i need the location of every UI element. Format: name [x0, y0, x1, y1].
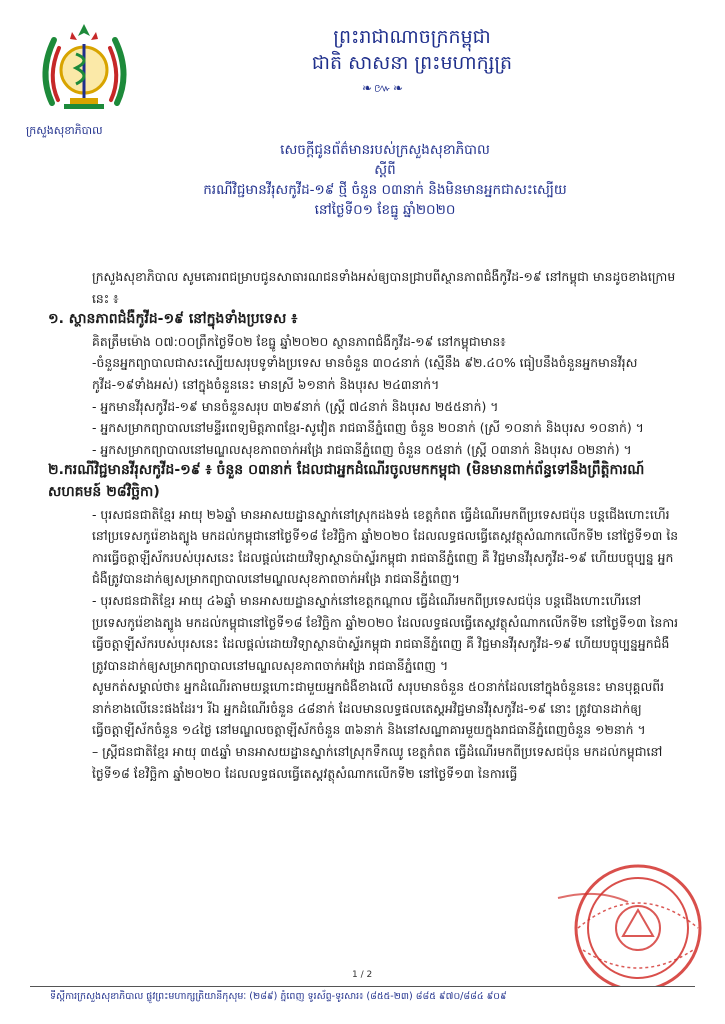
title-line-3: ករណីវិជ្ជមានវីរុសកូវីដ-១៩ ថ្មី ចំនួន ០៣នាក់ និងមិនមានអ្នកជាសះស្បើយ: [203, 182, 567, 198]
title-line-4: នៅថ្ងៃទី០១ ខែធ្នូ ឆ្នាំ២០២០: [314, 202, 456, 218]
ornament-divider: ❧៚❧: [362, 81, 406, 95]
note-paragraph: សូមកត់សម្គាល់ថា៖ អ្នកដំណើរតាមយន្តហោះជាមួយអ្នកជំងឺខាងលើ សរុបមានចំនួន ៥០នាក់ដែលនៅក្នុងចំនួននេះ មានបុគ្គលពីរនាក់ខាងលើនេះផងដែរ។ រីឯ អ្នកដំណើរចំនួន ៤៨នាក់ ដែលមានលទ្ធផលតេស្តអវិជ្ជមានវីរុសកូវីដ-១៩ នោះ ត្រូវបានដាក់ឲ្យធ្វើចត្តាឡីស័កចំនួន ១៤ថ្ងៃ នៅមណ្ឌលចត្តាឡីស័កចំនួន ៣៦នាក់ និងនៅសណ្ឋាគារមួយក្នុងរាជធានីភ្នំពេញចំនួន ១២នាក់ ។: [92, 679, 665, 738]
section-1-bullet-recovered: -ចំនួនអ្នកព្យាបាលជាសះស្បើយសរុបទូទាំងប្រទេស មានចំនួន ៣០៤នាក់ (ស្មើនឹង ៩២.៤០% ធៀបនឹងចំនួនអ្នកមានវីរុស កូវីដ-១៩ទាំងអស់) នៅក្នុងចំនួននេះ មានស្រី ៦១នាក់ និងបុរស ២៤៣នាក់។: [92, 355, 638, 392]
case-1-paragraph: - បុរសជនជាតិខ្មែរ អាយុ ២៦ឆ្នាំ មានអាសយដ្ឋានស្នាក់នៅស្រុកដងទង់ ខេត្តកំពត ធ្វើដំណើរមកពីប្រទេសជប៉ុន បន្តជើងហោះហើរនៅប្រទេសកូរ៉េខាងត្បូង មកដល់កម្ពុជានៅថ្ងៃទី១៨ ខែវិច្ឆិកា ឆ្នាំ២០២០ ដែលលទ្ធផលធ្វើតេស្តវត្ថុសំណាកលើកទី២ នៅថ្ងៃទី១៣ នៃការធ្វើចត្តាឡីស័ករបស់បុរសនេះ ដែលផ្តល់ដោយវិទ្យាស្ថានប៉ាស្ទ័រកម្ពុជា រាជធានីភ្នំពេញ គឺ វិជ្ជមានវីរុសកូវីដ-១៩ ហើយបច្ចុប្បន្ន អ្នកជំងឺត្រូវបានដាក់ឲ្យសម្រាកព្យាបាលនៅមណ្ឌលសុខភាពចាក់អង្រែ រាជធានីភ្នំពេញ។: [92, 506, 679, 587]
intro-paragraph: ក្រសួងសុខាភិបាល សូមគោរពជម្រាបជូនសាធារណជនទាំងអស់ឲ្យបានជ្រាបពីស្ថានភាពជំងឺកូវីដ-១៩ នៅកម្ពុជា មានដូចខាងក្រោមនេះ ៖: [92, 269, 676, 306]
footer-address: ទីស្តីការក្រសួងសុខាភិបាល ផ្លូវព្រះមហាក្សត្រិយានីកុសុមៈ (២៨៩) ភ្នំពេញ ទូរស័ព្ទ-ទូរសារ៖ (៨៥៥-២៣) ៨៨៥ ៩៧០/៨៨៤ ៩០៩: [50, 991, 507, 1002]
section-1-heading: ១. ស្ថានភាពជំងឺកូវីដ-១៩ នៅក្នុងទាំងប្រទេស ៖: [48, 311, 298, 328]
section-1-bullet-hospital: - អ្នកសម្រាកព្យាបាលនៅមន្ទីរពេទ្យមិត្តភាពខ្មែរ-សូវៀត រាជធានីភ្នំពេញ ចំនួន ២០នាក់ (ស្រី ១០នាក់ និងបុរស ១០នាក់) ។: [92, 420, 644, 436]
page-number: 1 / 2: [352, 970, 373, 980]
section-1-bullet-health-center: - អ្នកសម្រាកព្យាបាលនៅមណ្ឌលសុខភាពចាក់អង្រែ រាជធានីភ្នំពេញ ចំនួន ០៥នាក់ (ស្ត្រី ០៣នាក់ និងបុរស ០២នាក់) ។: [92, 441, 632, 457]
section-2-heading: ២.ករណីវិជ្ជមានវីរុសកូវីដ-១៩ ៖ ចំនួន ០៣នាក់ ដែលជាអ្នកដំណើរចូលមកកម្ពុជា (មិនមានពាក់ព័ន្ធទៅនឹងព្រឹត្តិការណ៍សហគមន៍ ២៨វិច្ឆិកា): [48, 462, 645, 500]
title-line-1: សេចក្តីជូនព័ត៌មានរបស់ក្រសួងសុខាភិបាល: [280, 142, 490, 158]
section-1-paragraph: គិតត្រឹមម៉ោង ០៧:០០ព្រឹកថ្ងៃទី០២ ខែធ្នូ ឆ្នាំ២០២០ ស្ថានភាពជំងឺកូវីដ-១៩ នៅកម្ពុជាមាន៖: [92, 333, 506, 349]
kingdom-heading: [262, 24, 562, 76]
official-seal: [538, 858, 716, 986]
document-title: [150, 140, 620, 220]
section-1-bullet-total: - អ្នកមានវីរុសកូវីដ-១៩ មានចំនួនសរុប ៣២៩នាក់ (ស្ត្រី ៧៤នាក់ និងបុរស ២៥៥នាក់) ។: [92, 398, 499, 414]
kingdom-line-2: ជាតិ សាសនា ព្រះមហាក្សត្រ: [311, 52, 513, 74]
case-2-paragraph: - បុរសជនជាតិខ្មែរ អាយុ ៤៦ឆ្នាំ មានអាសយដ្ឋានស្នាក់នៅខេត្តកណ្តាល ធ្វើដំណើរមកពីប្រទេសជប៉ុន បន្តជើងហោះហើរនៅប្រទេសកូរ៉េខាងត្បូង មកដល់កម្ពុជានៅថ្ងៃទី១៨ ខែវិច្ឆិកា ឆ្នាំ២០២០ ដែលលទ្ធផលធ្វើតេស្តវត្ថុសំណាកលើកទី២ នៅថ្ងៃទី១៣ នៃការធ្វើចត្តាឡីស័ករបស់បុរសនេះ ដែលផ្តល់ដោយវិទ្យាស្ថានប៉ាស្ទ័រកម្ពុជា រាជធានីភ្នំពេញ គឺ វិជ្ជមានវីរុសកូវីដ-១៩ ហើយបច្ចុប្បន្នអ្នកជំងឺត្រូវបានដាក់ឲ្យសម្រាកព្យាបាលនៅមណ្ឌលសុខភាពចាក់អង្រែ រាជធានីភ្នំពេញ ។: [92, 592, 679, 673]
ministry-logo: [32, 18, 137, 118]
footer-divider: [30, 986, 695, 987]
case-3-paragraph: – ស្ត្រីជនជាតិខ្មែរ អាយុ ៣៥ឆ្នាំ មានអាសយដ្ឋានស្នាក់នៅស្រុកទឹកឈូ ខេត្តកំពត ធ្វើដំណើរមកពីប្រទេសជប៉ុន មកដល់កម្ពុជានៅថ្ងៃទី១៨ ខែវិច្ឆិកា ឆ្នាំ២០២០ ដែលលទ្ធផលធ្វើតេស្តវត្ថុសំណាកលើកទី២ នៅថ្ងៃទី១៣ នៃការធ្វើ: [92, 744, 663, 781]
ministry-name: ក្រសួងសុខាភិបាល: [26, 124, 103, 137]
kingdom-line-1: ព្រះរាជាណាចក្រកម្ពុជា: [333, 26, 491, 48]
document-body: [48, 266, 682, 784]
title-line-2: ស្តីពី: [374, 162, 396, 178]
